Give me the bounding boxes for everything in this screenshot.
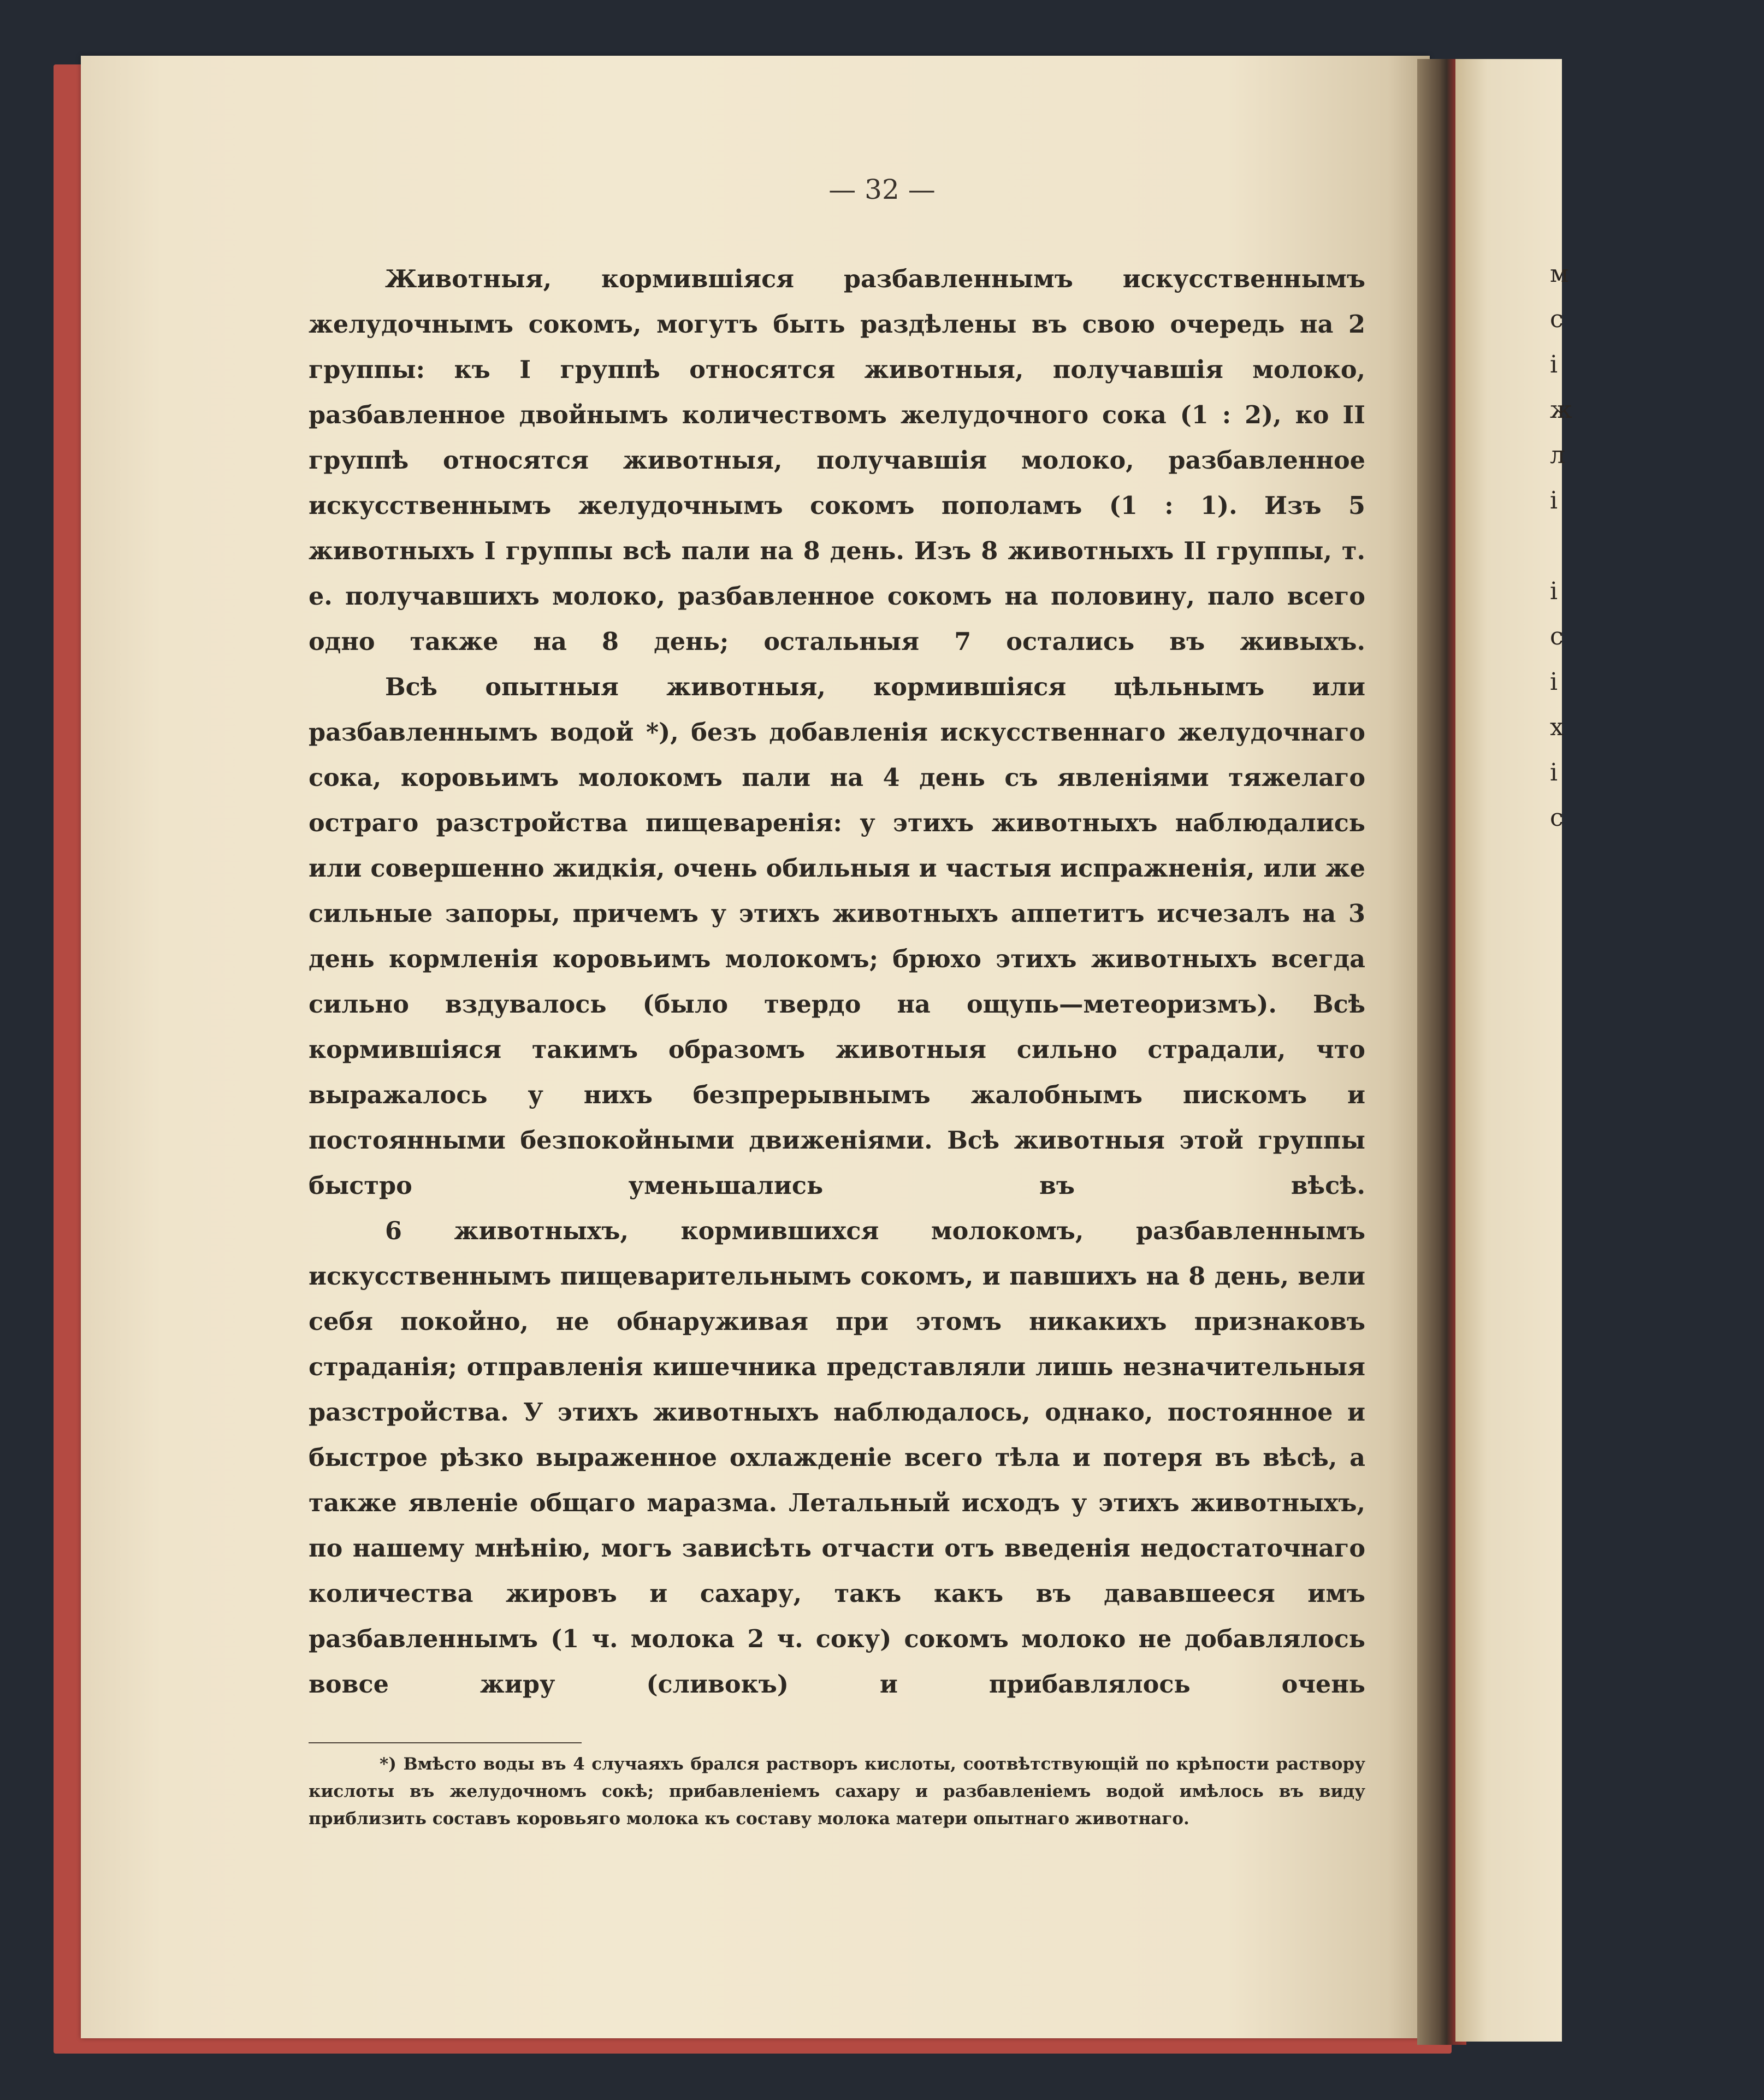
right-page-fragments: м с і ж л і і с і х і с: [1550, 260, 1572, 832]
paragraph-2: Всѣ опытныя животныя, кормившіяся цѣльнымъ или разбавленнымъ водой *), безъ добавленія искусственнаго желудочнаго сока, коровьимъ молокомъ пали на 4 день съ явленіями тяжелаго остраго разстройства пищеваренія: у этихъ животныхъ наблюдались или совершенно жидкія, очень обильныя и частыя испражненія, или же сильные запоры, причемъ у этихъ животныхъ аппетитъ исчезалъ на 3 день кормленія коровьимъ молокомъ; брюхо этихъ животныхъ всегда сильно вздувалось (было твердо на ощупь—метеоризмъ). Всѣ кормившіяся такимъ образомъ животныя сильно страдали, что выражалось у нихъ безпрерывнымъ жалобнымъ пискомъ и постоянными безпокойными движеніями. Всѣ животныя этой группы быстро уменьшались въ вѣсѣ.: [309, 673, 1365, 1200]
page-number: — 32 —: [828, 174, 936, 205]
right-page-edge: [1455, 59, 1562, 2042]
body-text: [309, 257, 1365, 1707]
paragraph-3: 6 животныхъ, кормившихся молокомъ, разбавленнымъ искусственнымъ пищеварительнымъ сокомъ, и павшихъ на 8 день, вели себя покойно, не обнаруживая при этомъ никакихъ признаковъ страданія; отправленія кишечника представляли лишь незначительныя разстройства. У этихъ животныхъ наблюдалось, однако, постоянное и быстрое рѣзко выраженное охлажденіе всего тѣла и потеря въ вѣсѣ, а также явленіе общаго маразма. Летальный исходъ у этихъ животныхъ, по нашему мнѣнію, могъ зависѣть отчасти отъ введенія недостаточнаго количества жировъ и сахару, такъ какъ въ дававшееся имъ разбавленнымъ (1 ч. молока 2 ч. соку) сокомъ молоко не добавлялось вовсе жиру (сливокъ) и прибавлялось очень: [309, 1217, 1365, 1699]
footnote-rule: [309, 1742, 582, 1743]
footnote: *) Вмѣсто воды въ 4 случаяхъ брался растворъ кислоты, соотвѣтствующій по крѣпости раствору кислоты въ желудочномъ сокѣ; прибавленіемъ сахару и разбавленіемъ водой имѣлось въ виду приблизить составъ коровьяго молока къ составу молока матери опытнаго животнаго.: [309, 1754, 1365, 1829]
paragraph-1: Животныя, кормившіяся разбавленнымъ искусственнымъ желудочнымъ сокомъ, могутъ быть раздѣлены въ свою очередь на 2 группы: къ I группѣ относятся животныя, получавшія молоко, разбавленное двойнымъ количествомъ желудочного сока (1 : 2), ко II группѣ относятся животныя, получавшія молоко, разбавленное искусственнымъ желудочнымъ сокомъ пополамъ (1 : 1). Изъ 5 животныхъ I группы всѣ пали на 8 день. Изъ 8 животныхъ II группы, т. е. получавшихъ молоко, разбавленное сокомъ на половину, пало всего одно также на 8 день; остальныя 7 остались въ живыхъ.: [309, 265, 1365, 656]
